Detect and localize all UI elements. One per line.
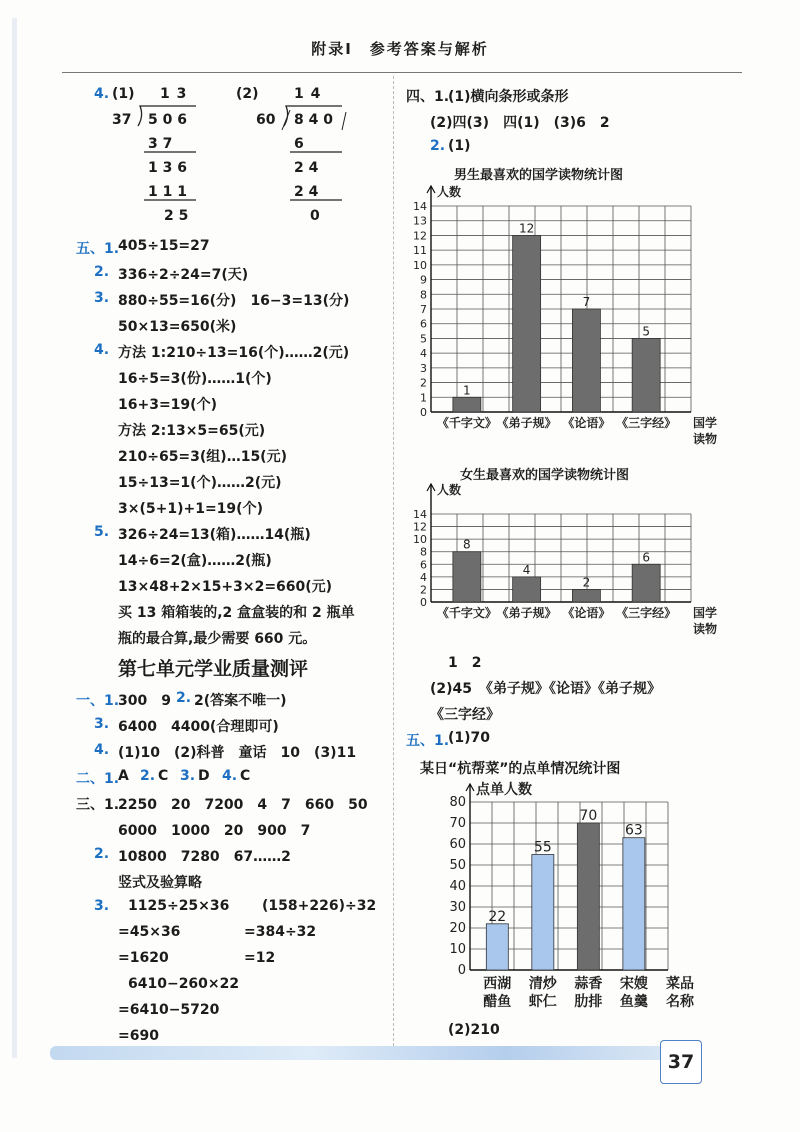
item-number: 五、1. xyxy=(76,241,120,257)
division-step: 2 4 xyxy=(294,184,319,200)
answer-line: 50×13=650(米) xyxy=(118,319,237,335)
data-label: 63 xyxy=(624,822,643,839)
bar xyxy=(623,838,645,970)
item-number: 3. xyxy=(94,290,110,306)
answer-line: (2)45 《弟子规》《论语》《弟子规》 xyxy=(430,681,662,697)
bar xyxy=(577,823,599,970)
item-number: 4. xyxy=(222,768,238,784)
chart-title: 某日“杭帮菜”的点单情况统计图 xyxy=(420,761,621,777)
y-tick-label: 1 xyxy=(420,391,427,405)
x-axis-label: 菜品 xyxy=(666,976,694,992)
answer-line: =12 xyxy=(244,950,276,966)
answer-line: 336÷2÷24=7(天) xyxy=(118,267,249,283)
y-tick-label: 9 xyxy=(420,273,427,287)
y-tick-label: 40 xyxy=(449,879,466,894)
answer-line: 6410−260×22 xyxy=(128,976,240,992)
y-tick-label: 0 xyxy=(457,963,466,978)
answer-line: (1)70 xyxy=(448,730,491,746)
answer-line: 15÷13=1(个)……2(元) xyxy=(118,475,282,491)
x-tick-label: 《千字文》 xyxy=(436,416,497,430)
item-number: 2. xyxy=(140,768,156,784)
x-tick-label: 醋鱼 xyxy=(483,994,512,1010)
answer-line: 《三字经》 xyxy=(430,707,500,723)
item-number: 五、1. xyxy=(406,733,450,749)
header-rule xyxy=(62,72,742,73)
y-tick-label: 4 xyxy=(420,570,427,584)
bar xyxy=(513,235,541,412)
answer-line: =690 xyxy=(118,1028,159,1044)
y-tick-label: 10 xyxy=(449,942,466,957)
answer-line: =384÷32 xyxy=(244,924,317,940)
quotient: 1 3 xyxy=(160,86,188,102)
answer-line: 方法 2:13×5=65(元) xyxy=(118,423,266,439)
chart-title: 男生最喜欢的国学读物统计图 xyxy=(454,168,624,183)
division-step: 1 3 6 xyxy=(148,160,187,176)
dividend: 8 4 0 xyxy=(294,112,333,128)
x-tick-label: 宋嫂 xyxy=(619,976,648,992)
x-axis-label: 名称 xyxy=(666,994,694,1010)
x-tick-label: 蒜香 xyxy=(574,976,603,992)
data-label: 8 xyxy=(463,537,471,552)
divisor: 37 xyxy=(112,112,132,128)
answer-line: 16+3=19(个) xyxy=(118,397,217,413)
y-tick-label: 0 xyxy=(420,406,427,419)
y-tick-label: 8 xyxy=(420,545,427,559)
answer-line: 竖式及验算略 xyxy=(118,875,202,891)
page-number: 37 xyxy=(660,1040,702,1084)
y-tick-label: 30 xyxy=(449,900,466,915)
quotient: 1 4 xyxy=(294,86,322,102)
answer-line: 6400 4400(合理即可) xyxy=(118,719,279,735)
bar xyxy=(632,564,660,602)
answer-line: (1) xyxy=(448,138,471,154)
bar xyxy=(632,338,660,412)
bar xyxy=(513,577,541,602)
section-title: 第七单元学业质量测评 xyxy=(118,658,309,680)
bar xyxy=(572,309,600,412)
y-tick-label: 14 xyxy=(413,508,427,521)
bar xyxy=(486,924,508,970)
answer-line: 买 13 箱箱装的,2 盒盒装的和 2 瓶单 xyxy=(118,605,355,621)
item-number: 2. xyxy=(176,690,192,706)
division-remainder: 2 5 xyxy=(164,208,189,224)
data-label: 4 xyxy=(522,562,531,577)
y-tick-label: 70 xyxy=(449,816,466,831)
item-number: 3. xyxy=(94,898,110,914)
y-tick-label: 13 xyxy=(413,214,427,228)
x-tick-label: 清炒 xyxy=(528,976,557,992)
item-number: 2. xyxy=(430,138,446,154)
answer-line: (2)四(3) 四(1) (3)6 2 xyxy=(430,115,610,131)
x-tick-label: 肋排 xyxy=(574,994,603,1010)
answer-line: 3×(5+1)+1=19(个) xyxy=(118,501,263,517)
y-tick-label: 50 xyxy=(449,858,466,873)
y-tick-label: 8 xyxy=(420,288,427,302)
x-axis-label: 读物 xyxy=(692,622,718,636)
item-number: 4. xyxy=(94,86,110,102)
y-tick-label: 10 xyxy=(413,533,427,547)
answer-line: A xyxy=(118,768,129,784)
answer-line: 880÷55=16(分) 16−3=13(分) xyxy=(118,293,350,309)
answer-line: C xyxy=(240,768,251,784)
answer-line: 10800 7280 67……2 xyxy=(118,849,291,865)
x-tick-label: 西湖 xyxy=(483,976,512,992)
page-binding-edge xyxy=(12,18,17,1058)
x-tick-label: 虾仁 xyxy=(528,994,557,1010)
data-label: 22 xyxy=(488,908,507,925)
answer-line: 6000 1000 20 900 7 xyxy=(118,823,311,839)
data-label: 7 xyxy=(582,295,591,309)
answer-line: 2(答案不唯一) xyxy=(194,693,287,709)
answer-line: (2)210 xyxy=(448,1022,500,1038)
answer-line: =6410−5720 xyxy=(118,1002,220,1018)
x-tick-label: 《弟子规》 xyxy=(496,416,557,430)
bar xyxy=(453,552,481,602)
x-tick-label: 《三字经》 xyxy=(616,416,677,430)
answer-line: 2250 20 7200 4 7 660 50 xyxy=(118,797,368,813)
sub-label: (1) xyxy=(112,86,135,102)
x-tick-label: 《论语》 xyxy=(562,606,611,620)
answer-line: D xyxy=(198,768,210,784)
x-tick-label: 《论语》 xyxy=(562,416,611,430)
y-tick-label: 11 xyxy=(413,244,427,258)
y-tick-label: 20 xyxy=(449,921,466,936)
item-number: 3. xyxy=(180,768,196,784)
x-axis-label: 国学 xyxy=(692,416,718,430)
y-tick-label: 0 xyxy=(420,596,427,609)
answer-line: =1620 xyxy=(118,950,169,966)
footer-decoration xyxy=(50,1046,700,1060)
y-tick-label: 12 xyxy=(413,229,427,243)
y-tick-label: 3 xyxy=(420,361,427,375)
item-number: 2. xyxy=(94,846,110,862)
y-axis-label: 点单人数 xyxy=(476,782,532,798)
answer-line: 14÷6=2(盒)……2(瓶) xyxy=(118,553,272,569)
y-tick-label: 14 xyxy=(413,200,427,213)
answer-line: (1)横向条形或条形 xyxy=(448,89,569,105)
answer-line: 210÷65=3(组)…15(元) xyxy=(118,449,287,465)
y-tick-label: 6 xyxy=(420,317,427,331)
y-tick-label: 2 xyxy=(420,376,427,390)
answer-line: C xyxy=(158,768,169,784)
item-number: 一、1. xyxy=(76,693,120,709)
girls-reading-chart xyxy=(395,478,735,648)
answer-line: 瓶的最合算,最少需要 660 元。 xyxy=(118,631,317,647)
boys-reading-chart xyxy=(395,178,735,453)
x-tick-label: 鱼羹 xyxy=(619,994,648,1010)
y-axis-label: 人数 xyxy=(437,185,462,199)
answer-line: (1)10 (2)科普 童话 10 (3)11 xyxy=(118,745,357,761)
answer-line: =45×36 xyxy=(118,924,181,940)
item-number: 4. xyxy=(94,342,110,358)
y-tick-label: 60 xyxy=(449,837,466,852)
division-step: 6 xyxy=(294,136,304,152)
data-label: 6 xyxy=(642,550,650,565)
y-axis-label: 人数 xyxy=(437,483,462,497)
dish-orders-chart xyxy=(420,776,720,1016)
answer-line: 13×48+2×15+3×2=660(元) xyxy=(118,579,333,595)
item-number: 4. xyxy=(94,742,110,758)
y-tick-label: 6 xyxy=(420,558,427,572)
x-tick-label: 《弟子规》 xyxy=(496,606,557,620)
sub-label: (2) xyxy=(236,86,259,102)
y-tick-label: 10 xyxy=(413,258,427,272)
answer-line: 1 2 xyxy=(448,655,482,671)
item-number: 5. xyxy=(94,524,110,540)
data-label: 5 xyxy=(642,324,650,339)
bar xyxy=(532,855,554,971)
y-tick-label: 5 xyxy=(420,332,427,346)
divisor: 60 xyxy=(256,112,276,128)
y-tick-label: 80 xyxy=(449,795,466,810)
data-label: 55 xyxy=(533,839,552,856)
division-step: 2 4 xyxy=(294,160,319,176)
answer-line: 326÷24=13(箱)……14(瓶) xyxy=(118,527,311,543)
x-tick-label: 《三字经》 xyxy=(616,606,677,620)
item-number: 3. xyxy=(94,716,110,732)
item-number: 三、1. xyxy=(76,797,120,813)
item-number: 四、1. xyxy=(406,89,450,105)
x-axis-label: 国学 xyxy=(692,606,718,620)
division-remainder: 0 xyxy=(310,208,320,224)
y-tick-label: 7 xyxy=(420,303,427,316)
data-label: 2 xyxy=(582,575,591,590)
answer-line: 方法 1:210÷13=16(个)……2(元) xyxy=(118,345,350,361)
page-header: 附录Ⅰ 参考答案与解析 xyxy=(311,40,489,58)
answer-line: (158+226)÷32 xyxy=(262,898,377,914)
chart-title: 女生最喜欢的国学读物统计图 xyxy=(460,468,630,483)
y-tick-label: 12 xyxy=(413,520,427,534)
y-tick-label: 2 xyxy=(420,583,427,597)
answer-line: 1125÷25×36 xyxy=(128,898,230,914)
data-label: 1 xyxy=(463,383,471,398)
answer-line: 300 9 xyxy=(118,693,171,709)
dividend: 5 0 6 xyxy=(148,112,187,128)
column-divider xyxy=(393,76,394,1046)
x-axis-label: 读物 xyxy=(692,432,718,446)
answer-line: 16÷5=3(份)……1(个) xyxy=(118,371,272,387)
division-step: 3 7 xyxy=(148,136,173,152)
division-step: 1 1 1 xyxy=(148,184,187,200)
item-number: 二、1. xyxy=(76,771,120,787)
bar xyxy=(572,589,600,602)
data-label: 12 xyxy=(518,221,535,236)
x-tick-label: 《千字文》 xyxy=(436,606,497,620)
y-tick-label: 4 xyxy=(420,347,427,361)
item-number: 2. xyxy=(94,264,110,280)
data-label: 70 xyxy=(579,808,598,824)
answer-line: 405÷15=27 xyxy=(118,238,210,254)
bar xyxy=(453,397,481,412)
